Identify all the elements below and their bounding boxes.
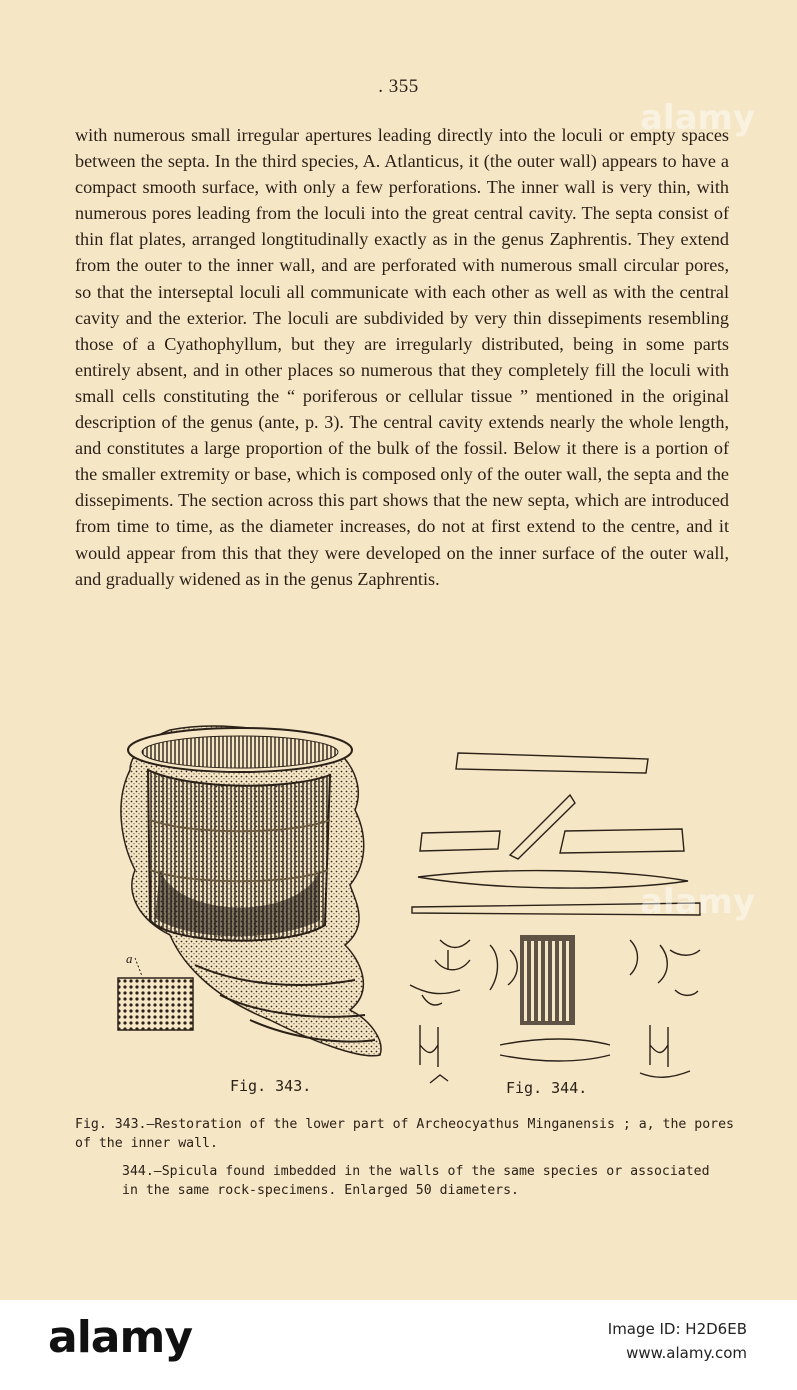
body-paragraph	[75, 122, 729, 592]
fig343-marker-a: a	[126, 951, 133, 966]
caption-fig343: Fig. 343.—Restoration of the lower part of Archeocyathus Minganensis ; a, the pores of the inner wall.	[75, 1117, 734, 1151]
watermark: alamy	[640, 98, 756, 138]
paragraph-text: with numerous small irregular apertures leading directly into the loculi or empty spaces between the septa. In the third species, A. Atlanticus, it (the outer wall) appears to have a compact smooth surface, with only a few perforations. The inner wall is very thin, with numerous pores leading from the loculi into the great central cavity. The septa consist of thin flat plates, arranged longtitudinally exactly as in the genus Zaphrentis. They extend from the outer to the inner wall, and are perforated with numerous small circular pores, so that the interseptal loculi all communicate with each other as well as with the central cavity and the exterior. The loculi are subdivided by very thin dissepiments resembling those of a Cyathophyllum, but they are irregularly distributed, being in some parts entirely absent, and in other places so numerous that they completely fill the loculi with small cells constituting the “ poriferous or cellular tissue ” mentioned in the original description of the genus (ante, p. 3). The central cavity extends nearly the whole length, and constitutes a large proportion of the bulk of the fossil. Below it there is a portion of the smaller extremity or base, which is composed only of the outer wall, the septa and the dissepiments. The section across this part shows that the new septa, which are introduced from time to time, as the diameter increases, do not at first extend to the centre, and it would appear from this that they were developed on the inner surface of the outer wall, and gradually widened as in the genus Zaphrentis.	[75, 125, 729, 589]
site-url[interactable]: www.alamy.com	[626, 1344, 747, 1362]
watermark-lower: alamy	[640, 882, 756, 922]
caption-fig344: 344.—Spicula found imbedded in the walls of the same species or associated in the same rock-specimens. Enlarged 50 diameters.	[122, 1164, 710, 1198]
fig343-label: Fig. 343.	[230, 1077, 312, 1095]
page-number: . 355	[378, 76, 419, 97]
brand-logo[interactable]: alamy	[48, 1312, 192, 1363]
fig343-illustration	[110, 720, 390, 1075]
image-id: Image ID: H2D6EB	[607, 1320, 747, 1338]
fig344-label: Fig. 344.	[506, 1079, 588, 1097]
